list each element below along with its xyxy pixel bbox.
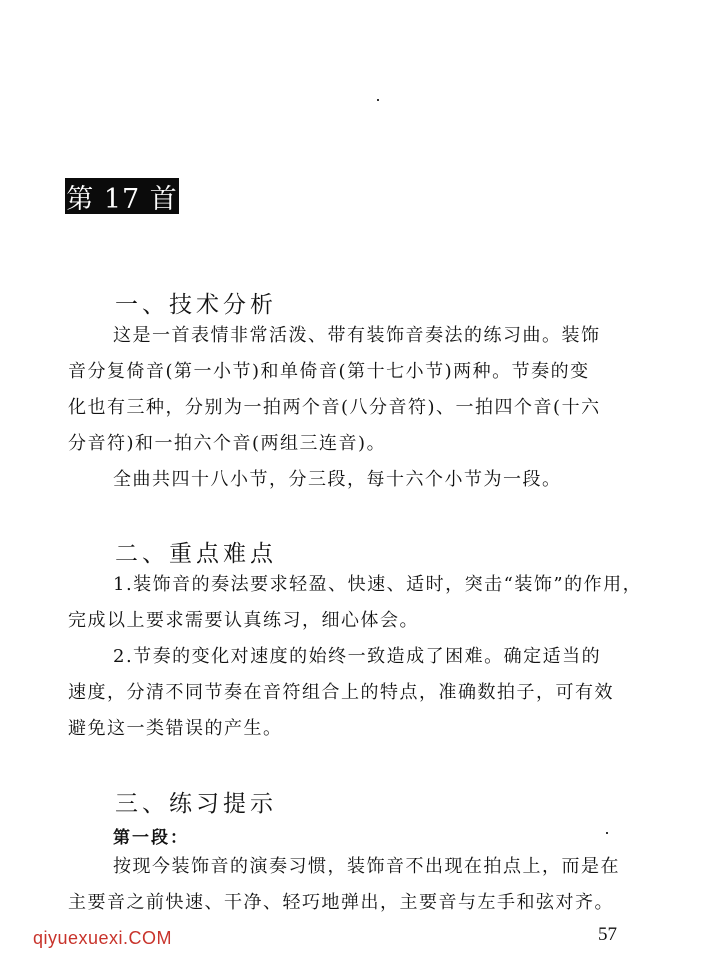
section-practice-paragraph-1 [68,849,643,921]
scan-speck [606,832,608,834]
page-number: 57 [598,924,617,945]
text-line: 速度，分清不同节奏在音符组合上的特点，准确数拍子，可有效 [68,682,614,703]
section-heading-difficulties: 二、重点难点 [115,541,277,567]
text-line: 完成以上要求需要认真练习，细心体会。 [68,610,419,631]
text-line: 1.装饰音的奏法要求轻盈、快速、适时，突击“装饰”的作用， [113,574,643,595]
text-line: 分音符)和一拍六个音(两组三连音)。 [68,433,387,454]
piece-title-block [65,178,179,214]
text-line: 避免这一类错误的产生。 [68,718,283,739]
scan-speck [377,99,379,101]
section-difficulties-paragraph-1 [68,567,643,639]
text-line: 2.节奏的变化对速度的始终一致造成了困难。确定适当的 [113,646,602,667]
section-heading-analysis: 一、技术分析 [115,292,277,318]
text-line: 这是一首表情非常活泼、带有装饰音奏法的练习曲。装饰 [113,325,601,346]
site-watermark: qiyuexuexi.COM [33,928,173,948]
text-line: 化也有三种，分别为一拍两个音(八分音符)、一拍四个音(十六 [68,397,601,418]
text-line: 按现今装饰音的演奏习惯，装饰音不出现在拍点上，而是在 [113,856,620,877]
section-difficulties-paragraph-2 [68,639,643,747]
subsection-label: 第一段： [113,828,189,848]
section-heading-practice-tips: 三、练习提示 [115,791,277,817]
text-line: 音分复倚音(第一小节)和单倚音(第十七小节)两种。节奏的变 [68,361,590,382]
piece-title: 第 17 首 [66,183,178,215]
section-analysis-paragraph-2 [113,462,643,498]
text-line: 主要音之前快速、干净、轻巧地弹出，主要音与左手和弦对齐。 [68,892,614,913]
section-analysis-paragraph-1 [68,318,643,462]
text-line: 全曲共四十八小节，分三段，每十六个小节为一段。 [113,469,562,490]
